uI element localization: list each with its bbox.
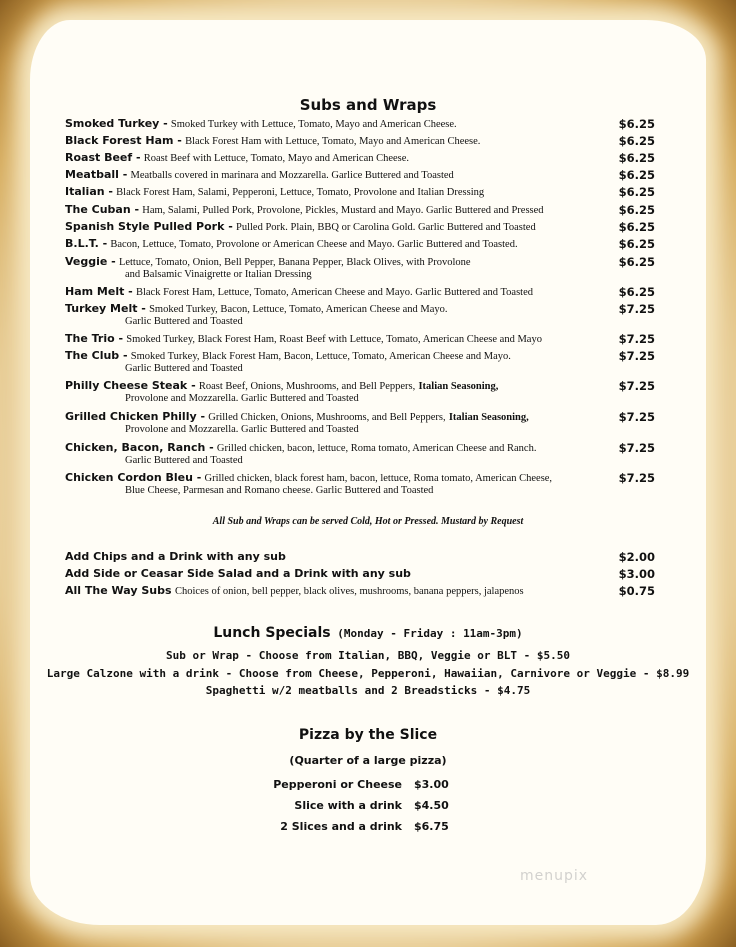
pizza-subtitle: (Quarter of a large pizza) — [289, 754, 447, 767]
sub-item — [65, 221, 655, 234]
addon-description: Choices of onion, bell pepper, black olives, mushrooms, banana peppers, jalapenos — [175, 586, 524, 597]
sub-item — [65, 118, 655, 131]
sub-item-name: Italian - — [65, 185, 113, 198]
lunch-line: Sub or Wrap - Choose from Italian, BBQ, Veggie or BLT - $5.50 — [166, 649, 570, 662]
sub-item-price: $7.25 — [618, 441, 655, 455]
sub-item-description: Lettuce, Tomato, Onion, Bell Pepper, Banana Pepper, Black Olives, with Provolone — [118, 257, 471, 268]
addon-price: $0.75 — [618, 584, 655, 598]
sub-item-name: Spanish Style Pulled Pork - — [65, 220, 233, 233]
sub-item-description-line2: Blue Cheese, Parmesan and Romano cheese. Garlic Buttered and Toasted — [125, 485, 434, 496]
sub-item-price: $6.25 — [618, 255, 655, 269]
sub-item — [65, 256, 655, 281]
sub-item-name: Grilled Chicken Philly - — [65, 410, 206, 423]
addon-price: $3.00 — [618, 567, 655, 581]
sub-item-description: Smoked Turkey, Black Forest Ham, Roast Beef with Lettuce, Tomato, American Cheese and Mayo — [126, 334, 542, 345]
sub-item — [65, 186, 655, 199]
sub-item — [65, 204, 655, 217]
sub-item — [65, 411, 655, 436]
sub-item-price: $6.25 — [618, 203, 655, 217]
sub-item — [65, 350, 655, 375]
sub-item-name: B.L.T. - — [65, 237, 108, 250]
sub-item-price: $6.25 — [618, 151, 655, 165]
sub-item-description-line2: Garlic Buttered and Toasted — [125, 455, 243, 466]
sub-item-description-line2: Provolone and Mozzarella. Garlic Buttered and Toasted — [125, 393, 359, 404]
sub-item-name: Ham Melt - — [65, 285, 133, 298]
sub-item-price: $6.25 — [618, 168, 655, 182]
sub-item-description: Smoked Turkey, Black Forest Ham, Bacon, Lettuce, Tomato, American Cheese and Mayo. — [130, 351, 511, 362]
sub-item-name: Veggie - — [65, 255, 116, 268]
sub-item — [65, 286, 655, 299]
addon-name: Add Side or Ceasar Side Salad and a Drink with any sub — [65, 567, 411, 580]
sub-item-description: Smoked Turkey, Bacon, Lettuce, Tomato, American Cheese and Mayo. — [149, 304, 448, 315]
sub-item-description: Meatballs covered in marinara and Mozzarella. Garlice Buttered and Toasted — [130, 170, 454, 181]
pizza-item-label: Pepperoni or Cheese — [273, 778, 402, 791]
sub-item-price: $6.25 — [618, 134, 655, 148]
pizza-item-price: $3.00 — [414, 778, 449, 791]
sub-item-description: Black Forest Ham, Lettuce, Tomato, American Cheese and Mayo. Garlic Buttered and Toasted — [135, 287, 533, 298]
sub-item-name: Smoked Turkey - — [65, 117, 168, 130]
sub-item-name: The Club - — [65, 349, 128, 362]
addon-price: $2.00 — [618, 550, 655, 564]
addon-name: Add Chips and a Drink with any sub — [65, 550, 286, 563]
sub-item-price: $7.25 — [618, 471, 655, 485]
pizza-item-price: $4.50 — [414, 799, 449, 812]
lunch-heading — [0, 625, 736, 641]
lunch-hours: (Monday - Friday : 11am-3pm) — [337, 627, 523, 640]
lunch-title: Lunch Specials — [213, 625, 331, 641]
addon-item — [65, 550, 655, 563]
addon-item — [65, 567, 655, 580]
sub-item-name: The Trio - — [65, 332, 124, 345]
sub-item-description: Grilled chicken, black forest ham, bacon, lettuce, Roma tomato, American Cheese, — [204, 473, 553, 484]
sub-item-name: Black Forest Ham - — [65, 134, 182, 147]
sub-item-description-line2: and Balsamic Vinaigrette or Italian Dressing — [125, 269, 312, 280]
sub-item-price: $6.25 — [618, 237, 655, 251]
lunch-line: Large Calzone with a drink - Choose from Cheese, Pepperoni, Hawaiian, Carnivore or Veggie - $8.99 — [46, 667, 690, 680]
sub-item — [65, 169, 655, 182]
sub-item-name: Chicken Cordon Bleu - — [65, 471, 202, 484]
addon-name: All The Way Subs — [65, 584, 172, 597]
subs-heading: Subs and Wraps — [299, 96, 437, 114]
sub-item-price: $7.25 — [618, 302, 655, 316]
sub-item-price: $6.25 — [618, 117, 655, 131]
addon-item — [65, 584, 655, 597]
sub-item-name: The Cuban - — [65, 203, 140, 216]
serving-note: All Sub and Wraps can be served Cold, Hot or Pressed. Mustard by Request — [212, 516, 524, 527]
sub-item — [65, 238, 655, 251]
pizza-item-label: Slice with a drink — [294, 799, 402, 812]
sub-item-price: $6.25 — [618, 285, 655, 299]
sub-item-description: Bacon, Lettuce, Tomato, Provolone or American Cheese and Mayo. Garlic Buttered and Toasted. — [110, 239, 518, 250]
sub-item-description: Pulled Pork. Plain, BBQ or Carolina Gold. Garlic Buttered and Toasted — [235, 222, 536, 233]
sub-item — [65, 152, 655, 165]
watermark-logo: menupix — [520, 868, 589, 884]
sub-item-name: Chicken, Bacon, Ranch - — [65, 441, 214, 454]
sub-item-seasoning: Italian Seasoning, — [448, 412, 529, 423]
sub-item-description-line2: Garlic Buttered and Toasted — [125, 363, 243, 374]
sub-item — [65, 303, 655, 328]
sub-item-description: Grilled Chicken, Onions, Mushrooms, and Bell Peppers, — [208, 412, 446, 423]
sub-item-name: Meatball - — [65, 168, 128, 181]
sub-item-description: Grilled chicken, bacon, lettuce, Roma tomato, American Cheese and Ranch. — [216, 443, 537, 454]
sub-item-description: Ham, Salami, Pulled Pork, Provolone, Pickles, Mustard and Mayo. Garlic Buttered and Pressed — [142, 205, 544, 216]
sub-item-description: Roast Beef, Onions, Mushrooms, and Bell Peppers, — [198, 381, 416, 392]
sub-item — [65, 442, 655, 467]
sub-item-description: Black Forest Ham with Lettuce, Tomato, Mayo and American Cheese. — [185, 136, 481, 147]
sub-item-description: Smoked Turkey with Lettuce, Tomato, Mayo and American Cheese. — [170, 119, 457, 130]
sub-item-name: Philly Cheese Steak - — [65, 379, 196, 392]
sub-item — [65, 472, 655, 497]
sub-item-description: Roast Beef with Lettuce, Tomato, Mayo and American Cheese. — [143, 153, 410, 164]
sub-item-price: $7.25 — [618, 410, 655, 424]
sub-item-price: $7.25 — [618, 332, 655, 346]
pizza-item-price: $6.75 — [414, 820, 449, 833]
sub-item-price: $6.25 — [618, 220, 655, 234]
pizza-item-label: 2 Slices and a drink — [280, 820, 402, 833]
sub-item-description-line2: Provolone and Mozzarella. Garlic Buttered and Toasted — [125, 424, 359, 435]
sub-item-seasoning: Italian Seasoning, — [418, 381, 499, 392]
sub-item-description-line2: Garlic Buttered and Toasted — [125, 316, 243, 327]
sub-item-price: $7.25 — [618, 349, 655, 363]
pizza-heading: Pizza by the Slice — [298, 727, 438, 743]
sub-item-price: $6.25 — [618, 185, 655, 199]
sub-item — [65, 333, 655, 346]
sub-item — [65, 135, 655, 148]
sub-item-name: Roast Beef - — [65, 151, 141, 164]
sub-item-description: Black Forest Ham, Salami, Pepperoni, Lettuce, Tomato, Provolone and Italian Dressing — [116, 187, 485, 198]
lunch-line: Spaghetti w/2 meatballs and 2 Breadsticks - $4.75 — [205, 684, 531, 697]
sub-item-name: Turkey Melt - — [65, 302, 146, 315]
sub-item-price: $7.25 — [618, 379, 655, 393]
sub-item — [65, 380, 655, 405]
